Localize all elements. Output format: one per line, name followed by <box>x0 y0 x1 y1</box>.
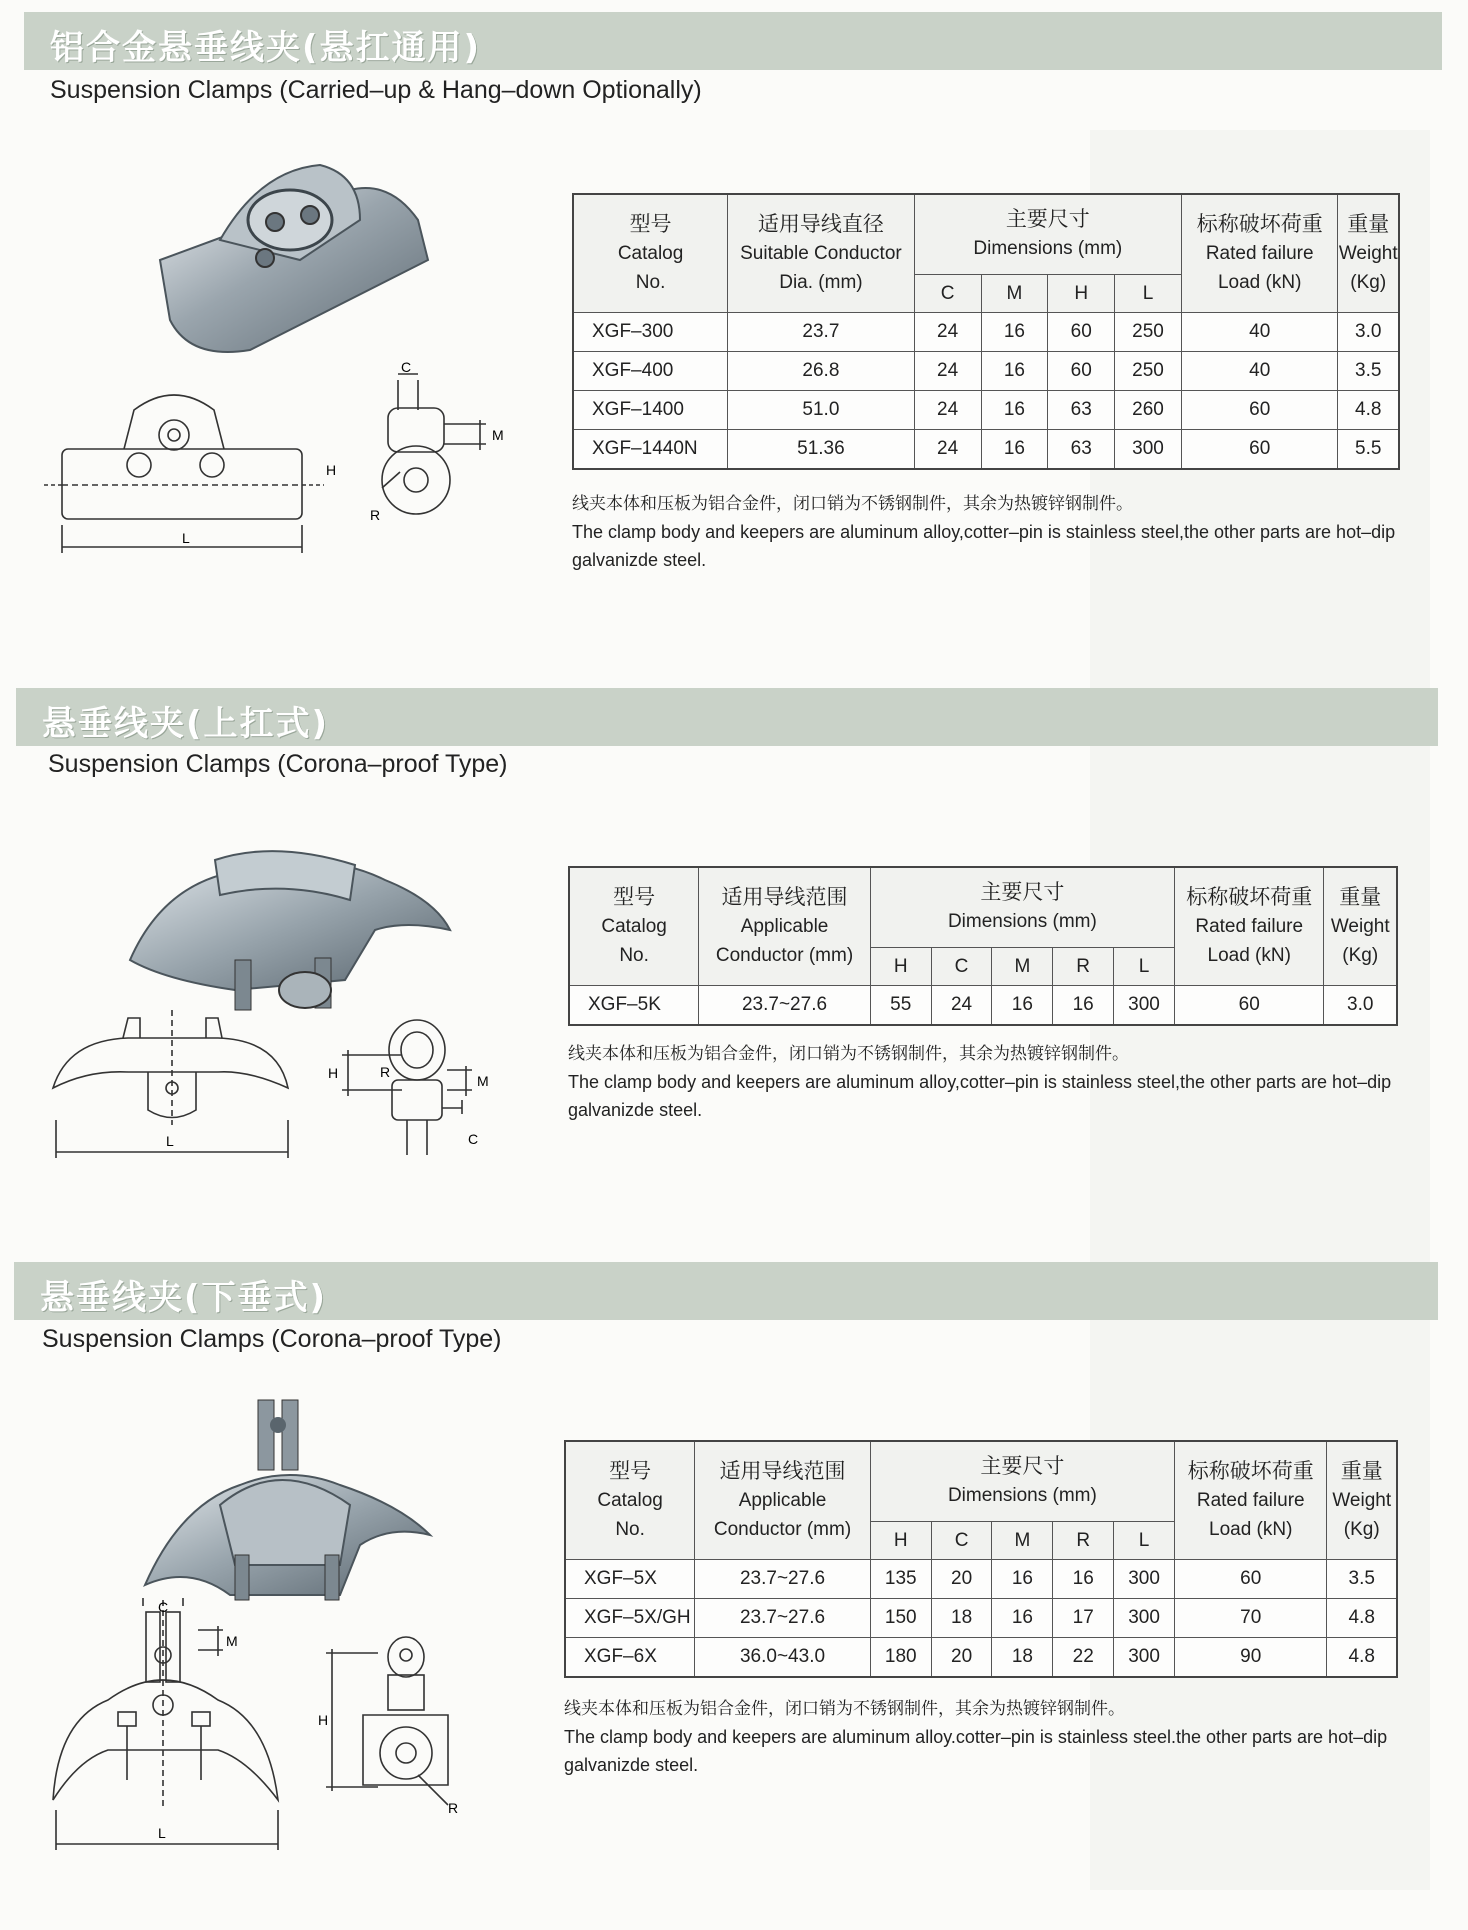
dim-label-c: C <box>158 1599 169 1615</box>
dim-label-l: L <box>182 530 190 546</box>
cell-dim: 18 <box>931 1598 992 1637</box>
spec-table <box>568 866 1398 1026</box>
section-title-zh: 悬垂线夹(上扛式) <box>42 704 330 744</box>
section-title-en: Suspension Clamps (Corona–proof Type) <box>42 1325 502 1353</box>
cell-load: 60 <box>1181 390 1338 429</box>
cell-dim: 16 <box>1053 1559 1114 1598</box>
cell-dim: 16 <box>1053 985 1114 1025</box>
cell-load: 90 <box>1174 1637 1327 1677</box>
cell-load: 70 <box>1174 1598 1327 1637</box>
table-row <box>573 351 1399 390</box>
spec-table <box>564 1440 1398 1678</box>
side-view-drawing <box>368 360 528 530</box>
front-view-drawing <box>44 385 337 565</box>
front-view-drawing <box>48 1010 298 1165</box>
cell-catalog: XGF–5X <box>565 1559 695 1598</box>
cell-dim: 60 <box>1048 351 1115 390</box>
material-note <box>564 1695 1436 1779</box>
cell-dim: 16 <box>992 1559 1053 1598</box>
header-dimensions: 主要尺寸 Dimensions (mm) <box>914 194 1181 274</box>
material-note-en: The clamp body and keepers are aluminum alloy,cotter–pin is stainless steel,the other parts are hot–dip galvanizde steel. <box>568 1072 1392 1120</box>
spec-table <box>572 193 1400 470</box>
cell-dim: 135 <box>870 1559 931 1598</box>
dim-label-r: R <box>448 1800 459 1816</box>
header-dimensions: 主要尺寸 Dimensions (mm) <box>870 867 1174 947</box>
cell-catalog: XGF–400 <box>573 351 728 390</box>
cell-dim: 300 <box>1114 1559 1175 1598</box>
cell-dim: 300 <box>1114 1637 1175 1677</box>
cell-conductor: 36.0~43.0 <box>695 1637 871 1677</box>
header-dim-col: C <box>914 274 981 312</box>
dim-label-l: L <box>158 1825 166 1841</box>
table-row <box>569 985 1397 1025</box>
material-note <box>568 1040 1436 1124</box>
cell-dim: 24 <box>914 390 981 429</box>
cell-dim: 20 <box>931 1559 992 1598</box>
cell-dim: 22 <box>1053 1637 1114 1677</box>
header-dimensions: 主要尺寸 Dimensions (mm) <box>870 1441 1174 1521</box>
dim-label-m: M <box>492 427 504 443</box>
cell-dim: 300 <box>1115 429 1182 469</box>
cell-dim: 16 <box>981 429 1048 469</box>
cell-catalog: XGF–6X <box>565 1637 695 1677</box>
header-conductor: 适用导线直径 Suitable Conductor Dia. (mm) <box>728 194 915 312</box>
material-note-zh: 线夹本体和压板为铝合金件，闭口销为不锈钢制件，其余为热镀锌钢制件。 <box>568 1044 1129 1064</box>
header-catalog: 型号 Catalog No. <box>569 867 699 985</box>
cell-weight: 3.0 <box>1324 985 1397 1025</box>
cell-dim: 250 <box>1115 312 1182 351</box>
header-dim-col: H <box>1048 274 1115 312</box>
cell-conductor: 51.0 <box>728 390 915 429</box>
side-view-drawing <box>322 1010 502 1160</box>
cell-dim: 24 <box>914 312 981 351</box>
dim-label-r: R <box>380 1064 391 1080</box>
dim-label-h: H <box>328 1065 339 1081</box>
cell-weight: 4.8 <box>1338 390 1399 429</box>
cell-dim: 18 <box>992 1637 1053 1677</box>
cell-dim: 63 <box>1048 390 1115 429</box>
dim-label-r: R <box>370 507 381 523</box>
cell-catalog: XGF–5X/GH <box>565 1598 695 1637</box>
header-catalog: 型号 Catalog No. <box>573 194 728 312</box>
cell-dim: 300 <box>1114 985 1175 1025</box>
section-title-zh: 悬垂线夹(下垂式) <box>40 1278 328 1318</box>
cell-dim: 24 <box>931 985 992 1025</box>
header-dim-col: H <box>870 947 931 985</box>
cell-dim: 180 <box>870 1637 931 1677</box>
header-load: 标称破坏荷重 Rated failure Load (kN) <box>1174 1441 1327 1559</box>
cell-dim: 150 <box>870 1598 931 1637</box>
dim-label-c: C <box>468 1131 479 1147</box>
header-dim-col: H <box>870 1521 931 1559</box>
cell-catalog: XGF–1400 <box>573 390 728 429</box>
header-catalog: 型号 Catalog No. <box>565 1441 695 1559</box>
header-dim-col: M <box>992 947 1053 985</box>
cell-conductor: 23.7~27.6 <box>695 1598 871 1637</box>
header-weight: 重量 Weight (Kg) <box>1324 867 1397 985</box>
table-row <box>573 429 1399 469</box>
header-load: 标称破坏荷重 Rated failure Load (kN) <box>1181 194 1338 312</box>
cell-dim: 16 <box>992 985 1053 1025</box>
cell-weight: 4.8 <box>1327 1598 1397 1637</box>
table-row <box>573 312 1399 351</box>
dim-label-m: M <box>226 1633 238 1649</box>
cell-dim: 300 <box>1114 1598 1175 1637</box>
header-load: 标称破坏荷重 Rated failure Load (kN) <box>1174 867 1324 985</box>
cell-conductor: 23.7 <box>728 312 915 351</box>
header-dim-col: R <box>1053 1521 1114 1559</box>
cell-conductor: 51.36 <box>728 429 915 469</box>
header-conductor: 适用导线范围 Applicable Conductor (mm) <box>695 1441 871 1559</box>
cell-load: 60 <box>1174 1559 1327 1598</box>
header-dim-col: C <box>931 947 992 985</box>
front-view-drawing <box>48 1600 288 1860</box>
cell-load: 40 <box>1181 351 1338 390</box>
cell-weight: 3.5 <box>1338 351 1399 390</box>
cell-dim: 24 <box>914 429 981 469</box>
header-dim-col: R <box>1053 947 1114 985</box>
table-row <box>573 390 1399 429</box>
section-title-en: Suspension Clamps (Corona–proof Type) <box>48 750 508 778</box>
header-dim-col: L <box>1114 1521 1175 1559</box>
table-row <box>565 1637 1397 1677</box>
cell-dim: 17 <box>1053 1598 1114 1637</box>
header-dim-col: L <box>1115 274 1182 312</box>
dim-label-l: L <box>166 1133 174 1149</box>
product-photo-clamp <box>150 150 440 380</box>
cell-load: 60 <box>1174 985 1324 1025</box>
cell-dim: 250 <box>1115 351 1182 390</box>
cell-dim: 20 <box>931 1637 992 1677</box>
cell-dim: 260 <box>1115 390 1182 429</box>
header-dim-col: C <box>931 1521 992 1559</box>
product-photo-clamp <box>140 1395 440 1625</box>
cell-dim: 60 <box>1048 312 1115 351</box>
header-dim-col: M <box>981 274 1048 312</box>
material-note-zh: 线夹本体和压板为铝合金件，闭口销为不锈钢制件，其余为热镀锌钢制件。 <box>572 494 1133 514</box>
cell-weight: 3.5 <box>1327 1559 1397 1598</box>
cell-dim: 16 <box>981 351 1048 390</box>
dim-label-h: H <box>318 1712 329 1728</box>
cell-weight: 4.8 <box>1327 1637 1397 1677</box>
header-dim-col: L <box>1114 947 1175 985</box>
material-note <box>572 490 1436 574</box>
cell-conductor: 23.7~27.6 <box>699 985 871 1025</box>
cell-weight: 5.5 <box>1338 429 1399 469</box>
cell-load: 60 <box>1181 429 1338 469</box>
header-weight: 重量 Weight (Kg) <box>1338 194 1399 312</box>
section-title-zh: 铝合金悬垂线夹(悬扛通用) <box>50 28 482 68</box>
dim-label-c: C <box>401 359 412 375</box>
material-note-en: The clamp body and keepers are aluminum alloy.cotter–pin is stainless steel.the other parts are hot–dip galvanizde steel. <box>564 1727 1388 1775</box>
cell-dim: 55 <box>870 985 931 1025</box>
cell-catalog: XGF–5K <box>569 985 699 1025</box>
material-note-zh: 线夹本体和压板为铝合金件，闭口销为不锈钢制件，其余为热镀锌钢制件。 <box>564 1699 1125 1719</box>
dim-label-m: M <box>477 1073 489 1089</box>
cell-dim: 16 <box>981 312 1048 351</box>
section-banner <box>14 1262 1438 1320</box>
side-view-drawing <box>318 1635 478 1815</box>
section-title-en: Suspension Clamps (Carried–up & Hang–down Optionally) <box>50 76 702 104</box>
header-conductor: 适用导线范围 Applicable Conductor (mm) <box>699 867 871 985</box>
header-weight: 重量 Weight (Kg) <box>1327 1441 1397 1559</box>
section-banner <box>24 12 1442 70</box>
header-dim-col: M <box>992 1521 1053 1559</box>
table-row <box>565 1598 1397 1637</box>
cell-conductor: 26.8 <box>728 351 915 390</box>
cell-dim: 24 <box>914 351 981 390</box>
cell-catalog: XGF–300 <box>573 312 728 351</box>
section-banner <box>16 688 1438 746</box>
cell-dim: 16 <box>981 390 1048 429</box>
material-note-en: The clamp body and keepers are aluminum alloy,cotter–pin is stainless steel,the other parts are hot–dip galvanizde steel. <box>572 522 1396 570</box>
cell-conductor: 23.7~27.6 <box>695 1559 871 1598</box>
cell-load: 40 <box>1181 312 1338 351</box>
table-row <box>565 1559 1397 1598</box>
dim-label-h: H <box>326 462 337 478</box>
cell-dim: 63 <box>1048 429 1115 469</box>
cell-dim: 16 <box>992 1598 1053 1637</box>
cell-weight: 3.0 <box>1338 312 1399 351</box>
cell-catalog: XGF–1440N <box>573 429 728 469</box>
